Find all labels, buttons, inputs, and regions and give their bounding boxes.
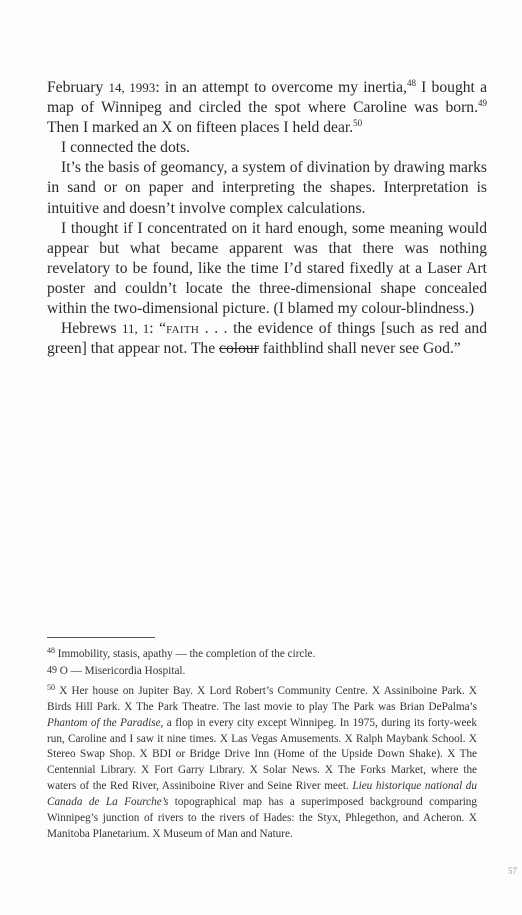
footnote-50 [47,680,477,843]
footnote-number: 49 [47,664,57,676]
text-run: I bought a map of Winnipeg and circled the spot where Caroline was born. [47,79,487,117]
footnote-ref-50[interactable]: 50 [353,118,363,129]
text-run: Hebrews [61,320,123,338]
verse-ref: 11, 1 [122,321,150,337]
text-run: : “ [149,320,167,338]
paragraph-2: I connected the dots. [61,139,191,157]
page-number: 57 [508,866,517,876]
paragraph-5 [47,319,487,359]
footnote-text: O — Misericordia Hospital. [57,664,186,677]
small-caps-word: faith [166,320,200,338]
paragraph-4: I thought if I concentrated on it hard enough, some meaning would appear but what became apparent was that there was nothing revelatory to be found, like the time I’d stared fixedly at a Laser Art poster and couldn’t locate the three-dimensional shape concealed within the two-dimensional picture. (I blamed my colour-blindness.) [47,219,487,318]
footnote-number: 48 [47,646,55,655]
footnote-text: Immobility, stasis, apathy — the completion of the circle. [55,648,316,660]
footnote-ref-48[interactable]: 48 [406,78,416,88]
date-text: 14, 1993 [108,80,156,95]
main-text [47,78,487,359]
text-run: . . . the evidence of things [such as red and green] that appear not. The [47,320,487,358]
struck-word: colour [219,340,259,358]
footnote-text: X Her house on Jupiter Bay. X Lord Robert’s Community Centre. X Assiniboine Park. X Birds Hill Park. X The Park Theatre. The last movie to play The Park was Brian DePalma’s [47,684,477,713]
footnote-48 [47,643,477,663]
text-run: faithblind shall never see God.” [258,340,461,358]
footnote-ref-49[interactable]: 49 [478,98,487,109]
footnote-49 [47,663,477,680]
paragraph-3: It’s the basis of geomancy, a system of divination by drawing marks in sand or on paper and interpreting the shapes. Interpretation is intuitive and doesn’t involve complex calculations. [47,159,487,217]
film-title: Phantom of the Paradise [47,716,161,729]
text-run: February [47,79,109,96]
footnote-text: topographical map has a superimposed background comparing Winnipeg’s junction of rivers to the rivers of Hades: the Styx, Phlegethon, and Acheron. X Manitoba Planetarium. X Museum of Man and Nature. [47,796,477,840]
place-name: Lieu historique national du Canada de La Fourche’s [47,780,477,809]
footnotes [47,637,477,843]
footnote-text: , a flop in every city except Winnipeg. In 1975, during its forty-week run, Caroline and I saw it nine times. X Las Vegas Amusements. X Ralph Maybank School. X Stereo Swap Shop. X BDI or Bridge Drive Inn (Home of the Upside Down Shake). X The Centennial Library. X Fort Garry Library. X Solar News. X The Forks Market, where the waters of the Red River, Assiniboine River and Seine River meet. [47,716,477,793]
footnote-number: 50 [47,682,55,692]
text-run: : in an attempt to overcome my inertia, [155,79,407,96]
text-run: Then I marked an X on fifteen places I held dear. [47,119,354,137]
paragraph-1 [47,78,487,138]
